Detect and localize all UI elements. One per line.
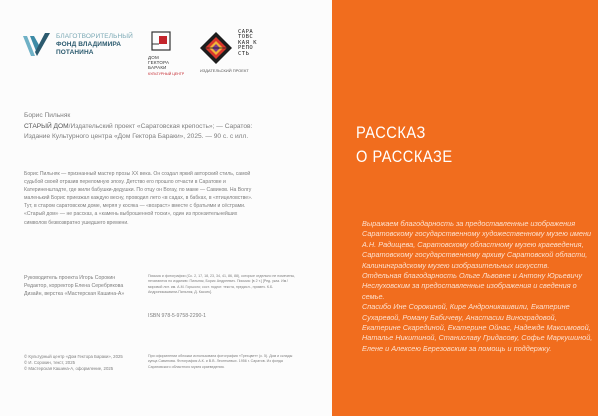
saratov-letters-row-5: СТЬ: [238, 50, 250, 57]
dom-logo-line-3: БАРАКИ: [148, 65, 167, 70]
isbn: ISBN 978-5-9758-2290-1: [148, 313, 206, 319]
colophon-note: Письма и фотографии (Сс. 2, 17, 18, 23, 34, 41, 86, 88), которые отдельно не помечены, печатаются по изданию: Пильняк, Борис Андреевич. Письма: [в 2 т.] [Ред. указ. Им.! мировой лит. им. А.М. Горького; сост. подгот. текста, предисл., примеч. К.Б. Андроникашвили-Пильняк, Д. Кассек].: [148, 274, 296, 294]
dom-logo-line-2: ГЕКТОРА: [148, 60, 170, 65]
fund-v-mark-icon: [22, 32, 52, 58]
dom-building-icon: [150, 30, 172, 52]
copyright-line-1: © Культурный центр «Дом Гектора Бараки», 2025: [24, 354, 123, 359]
book-imprint: Саратов: Издание Культурного центра «Дом Гектора Бараки»,: [24, 123, 253, 140]
saratov-logo-caption: ИЗДАТЕЛЬСКИЙ ПРОЕКТ: [200, 68, 249, 73]
acknowledgement-paragraph-1: Выражаем благодарность за предоставленные изображения Саратовскому государственному художественному музею имени А.Н. Радищева, Саратовскому областному музею краеведения, Саратовскому государственному архиву Саратовской области, Калининградскому музею изобразительных искусств.: [362, 219, 592, 270]
book-series: /Издательский проект «Саратовская крепость»; —: [68, 123, 223, 130]
potanin-fund-logo: [22, 30, 132, 64]
dom-gektora-baraki-logo: [146, 30, 186, 74]
credits-block: [24, 274, 146, 298]
book-title: СТАРЫЙ ДОМ: [24, 123, 69, 130]
book-year-pages: 2025. — 90 с. с илл.: [186, 132, 249, 140]
acknowledgement-paragraph-3: Спасибо Ине Сорокиной, Кире Андроникашвили, Екатерине Сухаревой, Роману Бабичеву, Анастасии Виноградовой, Екатерине Скарединой, Екатерине Ойнас, Надежде Максимовой, Наталье Никитиной, Станиславу Гридасову, Софье Маркушиной, Елене и Алексею Березовским за помощь и поддержку.: [362, 302, 593, 353]
dom-logo-line-1: ДОМ: [148, 55, 159, 60]
heading-line-1: РАССКАЗ: [356, 123, 426, 142]
copyright-line-3: © Мастерская Кашина-А, оформление, 2025: [24, 366, 114, 371]
fund-name-line-3: ПОТАНИНА: [56, 49, 94, 56]
acknowledgement-paragraph-2: Отдельная благодарность Ольге Львовне и Антону Юрьевичу Неслуховским за предоставленные изображения и сведения о семье.: [362, 271, 583, 301]
dom-logo-subtitle: КУЛЬТУРНЫЙ ЦЕНТР: [148, 72, 185, 76]
copyright-line-2: © И. Сорокин, текст, 2025: [24, 360, 75, 365]
cover-photo-note: При оформлении обложки использована фотография «Трехцвет» (с. 5). Дом и склады купца Савинова. Фотография А.К. и В.В. Леонтьевых. 1956 г. Саратов. Из фонда Саратовского областного музея краеведения.: [148, 354, 293, 369]
copyright-block: [24, 354, 144, 372]
saratov-letters-row-1: САРА: [238, 29, 254, 35]
saratov-logo-letters: [238, 30, 260, 57]
bibliographic-record: [24, 122, 262, 141]
saratov-letters-row-2: ТОВС: [238, 34, 254, 41]
saratov-letters-row-3: КАЯ К: [238, 39, 258, 46]
right-page: [332, 0, 598, 416]
acknowledgements: [362, 219, 596, 354]
heading-line-2: О РАССКАЗЕ: [356, 147, 453, 166]
book-author: Борис Пильняк: [24, 112, 71, 119]
section-heading: [356, 121, 468, 169]
fund-name-line-2: ФОНД ВЛАДИМИРА: [56, 41, 122, 48]
book-annotation: Борис Пильняк — признанный мастер прозы XX века. Он создал яркий авторский стиль, самой судьбой своей отразив переломную эпоху. Детство его прошло отчасти в Саратове и Катериненштадте, где жили бабушки-дедушки. По отцу он Вогау, по маме — Савинов. На Волгу маленький Борис приезжал каждую весну, проводил лето «в садах, в бабках, в «птицеловстве». Тут, в старом саратовском доме, меряя у косяка — «возраст» вместе с братьями и сёстрами. «Старый дом» — не рассказ, а «камень выброшенной тоски», один из пронзительнейших символов безвозвратно ушедшего времени.: [24, 171, 253, 226]
credit-design: Дизайн, верстка «Мастерская Кашина-А»: [24, 291, 125, 297]
saratov-fortress-icon: [198, 30, 234, 66]
saratov-letters-row-4: РЕПО: [238, 45, 254, 52]
credit-editor: Редактор, корректор Елена Серебрякова: [24, 283, 124, 289]
saratov-fortress-logo: [198, 30, 268, 74]
fund-name-line-1: БЛАГОТВОРИТЕЛЬНЫЙ: [56, 33, 133, 40]
credit-project-lead: Руководитель проекта Игорь Сорокин: [24, 275, 116, 281]
